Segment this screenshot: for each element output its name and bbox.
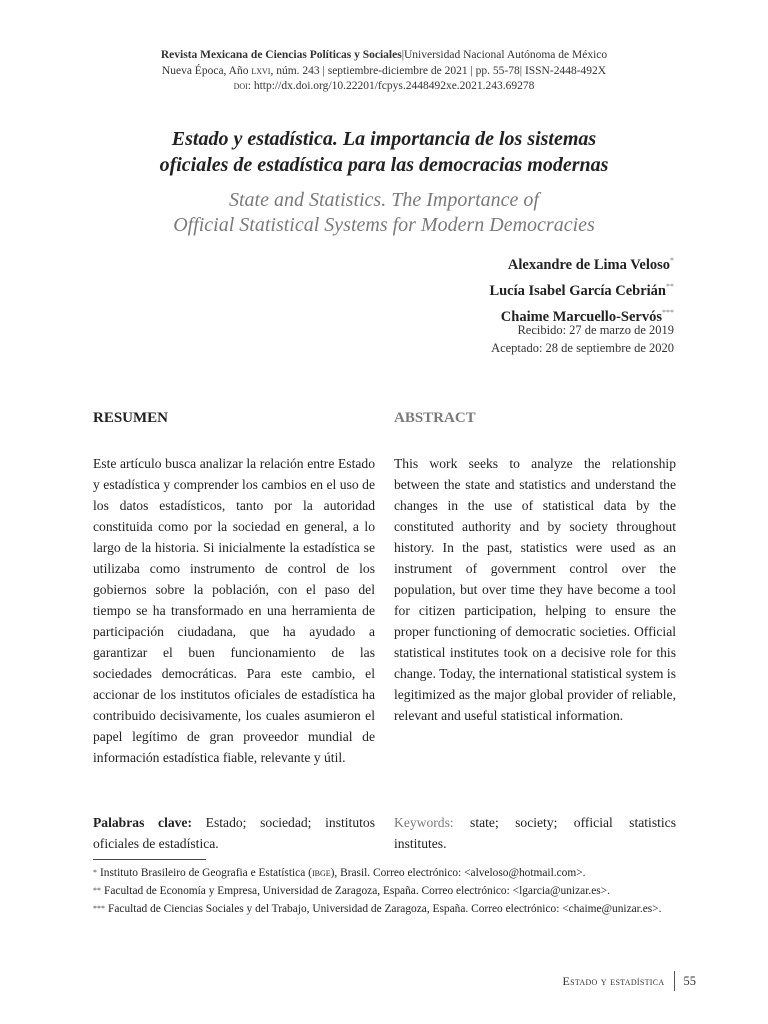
page-range: pp. 55-78 — [475, 64, 520, 77]
separator: | — [401, 49, 404, 61]
footnote: *** Facultad de Ciencias Sociales y del Trabajo, Universidad de Zaragoza, España. Correo electrónico: <chaime@unizar.es>. — [93, 903, 662, 915]
received-date: Recibido: 27 de marzo de 2019 — [517, 323, 674, 337]
separator: | — [470, 64, 473, 77]
separator: | — [322, 64, 325, 77]
journal-line-2 — [0, 64, 768, 80]
footnote-mark[interactable]: *** — [662, 307, 674, 317]
resumen-heading: RESUMEN — [93, 410, 169, 426]
page-number: 55 — [683, 973, 696, 988]
resumen-text: Este artículo busca analizar la relación entre Estado y estadística y comprender los cambios en el uso de los datos estadísticos, tanto por la autoridad constituida como por la sociedad en general, a lo largo de la historia. Si inicialmente la estadística se utilizaba como instrumento de control de los gobiernos sobre la población, con el paso del tiempo se ha transformado en una herramienta de participación ciudadana, que ha ayudado a garantizar el buen funcionamiento de las sociedades democráticas. Para este cambio, el accionar de los institutos oficiales de estadística ha contribuido decisivamente, los cuales asumieron el papel legítimo de gran proveedor mundial de información estadística fiable, relevante y útil. — [93, 456, 375, 765]
keywords-english — [394, 812, 676, 854]
author: Alexandre de Lima Veloso* — [507, 256, 674, 273]
doi-label: doi — [233, 80, 248, 92]
footnote: * Instituto Brasileiro de Geografia e Estatística (ibge), Brasil. Correo electrónico: <alveloso@hotmail.com>. — [93, 867, 586, 879]
title-spanish-line-2: oficiales de estadística para las democracias modernas — [159, 154, 609, 176]
footnotes — [93, 864, 683, 918]
issue-period: septiembre-diciembre de 2021 — [327, 64, 468, 77]
university-name: Universidad Nacional Autónoma de México — [404, 49, 608, 61]
author-list — [489, 250, 674, 327]
journal-line-3 — [0, 79, 768, 95]
abstract-heading: ABSTRACT — [394, 410, 476, 426]
keywords-spanish-values: Estado; sociedad; institutos oficiales de estadística. — [93, 815, 375, 851]
title-spanish — [60, 126, 708, 178]
title-spanish-line-1: Estado y estadística. La importancia de los sistemas — [171, 128, 597, 150]
journal-header — [0, 48, 768, 95]
footnote-divider — [93, 859, 206, 860]
author: Lucía Isabel García Cebrián** — [489, 281, 674, 299]
issue-number: , núm. 243 — [270, 64, 320, 77]
year-roman: lxvi — [251, 64, 271, 77]
doi-link[interactable]: : http://dx.doi.org/10.22201/fcpys.2448492xe.2021.243.69278 — [247, 80, 535, 92]
keywords-english-label: Keywords: — [394, 815, 454, 830]
footnote-mark: *** — [93, 904, 105, 913]
footnote-mark: ** — [93, 886, 101, 895]
footnote: ** Facultad de Economía y Empresa, Universidad de Zaragoza, España. Correo electrónico: <lgarcia@unizar.es>. — [93, 885, 610, 897]
running-title: Estado y estadística — [562, 973, 665, 988]
keywords-english-values: state; society; official statistics institutes. — [394, 815, 676, 851]
abstract-text: This work seeks to analyze the relationship between the state and statistics and understand the changes in the use of statistical data by the constituted authority and by society throughout history. In the past, statistics were used as an instrument of government control over the population, but over time they have become a tool for citizen participation, helping to ensure the proper functioning of democratic societies. Official statistical institutes took on a decisive role for this change. Today, the international statistical system is legitimized as the major global provider of reliable, relevant and useful statistical information. — [394, 456, 676, 723]
keywords-spanish-label: Palabras clave: — [93, 815, 192, 830]
keywords-spanish — [93, 812, 375, 854]
title-english-line-1: State and Statistics. The Importance of — [229, 189, 539, 211]
epoca-prefix: Nueva Época, Año — [161, 64, 252, 77]
separator: | — [519, 64, 523, 77]
footer-divider — [674, 971, 675, 991]
footnote-mark[interactable]: ** — [666, 281, 674, 291]
accepted-date: Aceptado: 28 de septiembre de 2020 — [491, 341, 674, 355]
title-english — [60, 188, 708, 238]
footnote-mark[interactable]: * — [670, 256, 674, 265]
journal-name: Revista Mexicana de Ciencias Políticas y Sociales — [160, 49, 402, 61]
footnote-mark: * — [93, 868, 97, 877]
title-english-line-2: Official Statistical Systems for Modern Democracies — [173, 214, 595, 236]
submission-dates — [491, 321, 674, 357]
running-footer — [562, 971, 696, 991]
issn: ISSN-2448-492X — [524, 64, 607, 77]
author: Chaime Marcuello-Servós*** — [500, 307, 674, 325]
journal-line-1 — [0, 48, 768, 64]
